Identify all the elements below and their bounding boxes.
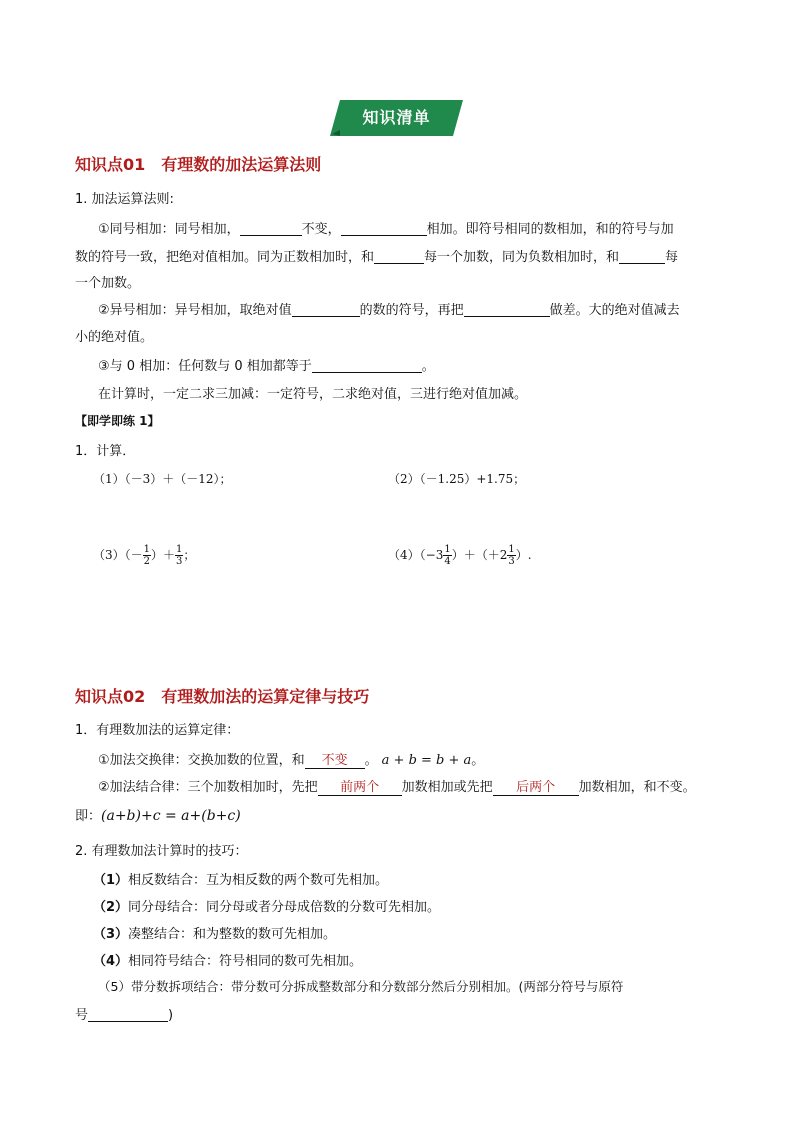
section-banner	[330, 100, 463, 136]
answer-blank: 前两个	[318, 776, 402, 796]
tip-item-5-line2	[75, 1004, 173, 1023]
tip-text: 凑整结合：和为整数的数可先相加。	[128, 927, 337, 942]
blank	[464, 302, 550, 317]
problem-4-c: ）.	[515, 548, 532, 562]
fraction	[443, 544, 451, 567]
tip5-text-a: 号	[75, 1008, 89, 1023]
denominator: 3	[176, 556, 183, 567]
comm-punct: 。	[364, 753, 378, 768]
tips-title: 2. 有理数加法计算时的技巧：	[75, 844, 248, 859]
fraction	[507, 544, 515, 567]
rule3-text-a: ③与 0 相加：任何数与 0 相加都等于	[98, 359, 312, 374]
tip-number: （1）	[93, 873, 129, 888]
denominator: 3	[508, 556, 515, 567]
tip-item	[93, 896, 440, 915]
rule3-line	[98, 355, 435, 374]
tip-number: （4）	[93, 954, 129, 969]
numerator: 1	[176, 544, 183, 555]
rule1-line3: 一个加数。	[75, 276, 141, 291]
tip5-text-b: )	[168, 1008, 174, 1023]
rule1-text-f: 每	[665, 250, 679, 265]
rule2-text-a: ②异号相加：异号相加，取绝对值	[98, 303, 292, 318]
assoc-formula: (a+b)+c = a+(b+c)	[101, 808, 241, 824]
associative-law	[98, 776, 696, 796]
fraction	[143, 544, 151, 567]
blank	[88, 1007, 168, 1022]
answer-blank: 后两个	[493, 776, 579, 796]
law-title: 1．有理数加法的运算定律：	[75, 723, 240, 738]
tip-text: 相反数结合：互为相反数的两个数可先相加。	[128, 873, 389, 888]
rule1-text-e: 每一个加数，同为负数相加时，和	[424, 250, 620, 265]
rule1-text-d: 数的符号一致，把绝对值相加。同为正数相加时，和	[75, 250, 375, 265]
problem-3-b: ）＋	[151, 548, 176, 562]
calc-note: 在计算时，一定二求三加减：一定符号，二求绝对值，三进行绝对值加减。	[98, 387, 528, 402]
numerator: 1	[143, 544, 151, 555]
tip-number: （2）	[93, 900, 129, 915]
problem-3	[93, 544, 195, 567]
assoc-text-c: 加数相加，和不变。	[578, 780, 696, 795]
rule-title: 1. 加法运算法则:	[75, 192, 174, 207]
assoc-text-b: 加数相加或先把	[401, 780, 493, 795]
rule1-text-c: 相加。即符号相同的数相加，和的符号与加	[426, 222, 674, 237]
problem-2: （2）（－1.25）+1.75；	[388, 472, 526, 486]
blank	[240, 221, 302, 236]
rule2-text-c: 做差。大的绝对值减去	[549, 303, 680, 318]
formula-label: 即：	[75, 809, 102, 824]
blank	[341, 221, 427, 236]
commutative-law	[98, 749, 484, 769]
tip-number: （3）	[93, 927, 129, 942]
tip-item-5: （5）带分数拆项结合：带分数可分拆成整数部分和分数部分然后分别相加。(两部分符号与原符	[98, 979, 624, 994]
tip-item	[93, 923, 336, 942]
problem-4-b: ）＋（＋2	[451, 548, 508, 562]
rule3-text-b: 。	[421, 359, 435, 374]
comm-text: ①加法交换律：交换加数的位置，和	[98, 753, 305, 768]
rule1-line1	[98, 218, 674, 237]
problem-4	[388, 544, 532, 567]
numerator: 1	[508, 544, 515, 555]
banner-title: 知识清单	[362, 108, 431, 127]
tip-text: 同分母结合：同分母或者分母成倍数的分数可先相加。	[128, 900, 441, 915]
rule2-line2: 小的绝对值。	[75, 330, 154, 345]
comm-end: 。	[471, 753, 485, 768]
rule2-line1	[98, 299, 680, 318]
blank	[312, 358, 422, 373]
denominator: 2	[143, 556, 151, 567]
problem-1: （1）（－3）＋（－12）；	[93, 472, 232, 486]
tip-item	[93, 950, 362, 969]
practice-question: 1．计算．	[75, 444, 136, 459]
numerator: 1	[444, 544, 451, 555]
problem-3-c: ；	[183, 548, 196, 562]
practice-title: 【即学即练 1】	[75, 414, 160, 428]
denominator: 4	[444, 556, 451, 567]
section1-heading: 知识点01 有理数的加法运算法则	[75, 155, 322, 174]
problem-3-a: （3）（－	[93, 548, 143, 562]
comm-formula: a + b = b + a	[381, 753, 472, 768]
tip-item	[93, 869, 388, 888]
assoc-text-a: ②加法结合律：三个加数相加时，先把	[98, 780, 318, 795]
blank	[374, 249, 424, 264]
blank	[619, 249, 665, 264]
rule1-line2	[75, 246, 678, 265]
tip-text: 相同符号结合：符号相同的数可先相加。	[128, 954, 363, 969]
blank	[292, 302, 360, 317]
rule1-text-b: 不变，	[301, 222, 341, 237]
section2-heading: 知识点02 有理数加法的运算定律与技巧	[75, 687, 370, 706]
rule1-text-a: ①同号相加：同号相加，	[98, 222, 240, 237]
rule2-text-b: 的数的符号，再把	[359, 303, 464, 318]
assoc-formula-line	[75, 805, 241, 824]
problem-4-a: （4）（−3	[388, 548, 444, 562]
answer-blank: 不变	[305, 749, 365, 769]
